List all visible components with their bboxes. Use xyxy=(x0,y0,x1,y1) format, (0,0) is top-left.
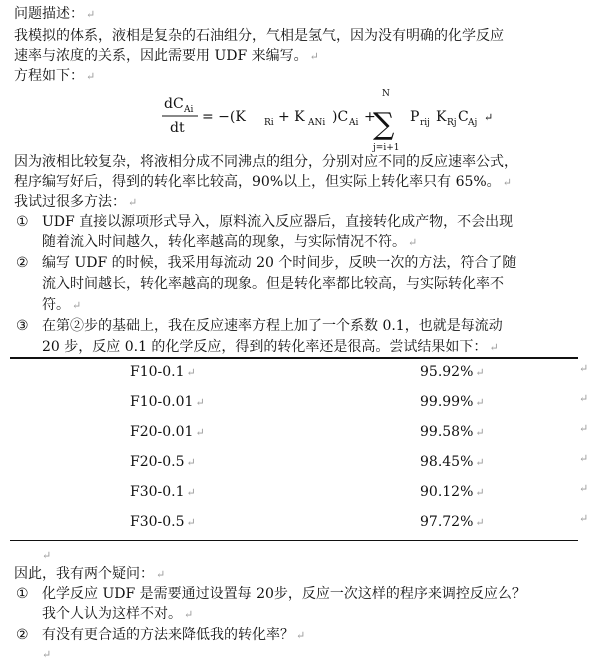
table-row xyxy=(10,417,578,447)
method-3-line1: 在第②步的基础上，我在反应速率方程上加了一个系数 0.1，也就是每流动 xyxy=(42,318,503,334)
svg-text:)C: )C xyxy=(332,109,349,125)
case-cell: F30-0.1 ↵ xyxy=(130,484,196,500)
table-row xyxy=(10,507,578,537)
paragraph-liquid: 因为液相比较复杂，将液相分成不同沸点的组分，分别对应不同的反应速率公式， xyxy=(14,154,518,170)
table-row xyxy=(10,447,578,477)
case-cell: F10-0.1 ↵ xyxy=(130,364,196,380)
svg-text:Ri: Ri xyxy=(264,118,274,128)
svg-text:rij: rij xyxy=(420,118,430,128)
table-row xyxy=(10,387,578,417)
row-end-mark: ↵ xyxy=(579,512,589,525)
conversion-rate-cell: 97.72% ↵ xyxy=(420,514,485,530)
question-1-line1: 化学反应 UDF 是需要通过设置每 20步，反应一次这样的程序来调控反应么？ xyxy=(42,586,526,602)
question-2-line: 有没有更合适的方法来降低我的转化率？ ↵ xyxy=(42,627,306,643)
svg-text:↵: ↵ xyxy=(484,111,494,124)
conversion-rate-cell: 90.12% ↵ xyxy=(420,484,485,500)
question-2-number: ② xyxy=(16,627,29,643)
lhs-numerator: dC xyxy=(164,96,184,112)
problem-heading: 问题描述： ↵ xyxy=(14,6,96,22)
method-2-line2: 流入时间越长，转化率越高的现象。但是转化率都比较高，与实际转化率不 xyxy=(42,276,504,292)
svg-text:ANi: ANi xyxy=(308,118,326,128)
paragraph-system-cont: 速率与浓度的关系，因此需要用 UDF 来编写。 ↵ xyxy=(14,48,319,64)
method-1-number: ① xyxy=(16,214,29,230)
sum-upper-limit: N xyxy=(382,89,390,99)
paragraph-system: 我模拟的体系，液相是复杂的石油组分，气相是氢气，因为没有明确的化学反应 xyxy=(14,28,504,44)
questions-intro: 因此，我有两个疑问： ↵ xyxy=(14,566,166,582)
table-row xyxy=(10,357,578,387)
svg-text:+ K: + K xyxy=(278,109,305,125)
methods-intro: 我试过很多方法： ↵ xyxy=(14,194,138,210)
case-cell: F10-0.01 ↵ xyxy=(130,394,205,410)
summation-sign: ∑ xyxy=(373,107,395,142)
svg-text:Ai: Ai xyxy=(184,105,194,115)
svg-text:Ai: Ai xyxy=(349,118,359,128)
lhs-denominator: dt xyxy=(170,120,185,136)
row-end-mark: ↵ xyxy=(579,362,589,375)
conversion-rate-cell: 99.58% ↵ xyxy=(420,424,485,440)
row-end-mark: ↵ xyxy=(579,392,589,405)
table-bottom-rule xyxy=(10,540,578,541)
svg-text:P: P xyxy=(410,109,420,125)
method-3-number: ③ xyxy=(16,318,29,334)
svg-text:+: + xyxy=(364,109,376,125)
row-end-mark: ↵ xyxy=(579,452,589,465)
paragraph-liquid-cont: 程序编写好后，得到的转化率比较高，90%以上，但实际上转化率只有 65%。 ↵ xyxy=(14,174,512,190)
method-2-line3: 符。 ↵ xyxy=(42,297,82,313)
case-cell: F20-0.5 ↵ xyxy=(130,454,196,470)
method-1-line1: UDF 直接以源项形式导入，原料流入反应器后，直接转化成产物，不会出现 xyxy=(42,214,514,230)
svg-text:K: K xyxy=(436,109,447,125)
trailing-paragraph-mark: ↵ xyxy=(42,648,52,661)
table-row xyxy=(10,477,578,507)
method-3-line2: 20 步，反应 0.1 的化学反应，得到的转化率还是很高。尝试结果如下： ↵ xyxy=(42,339,499,355)
svg-text:Rj: Rj xyxy=(447,118,457,128)
svg-text:C: C xyxy=(458,109,469,125)
results-table xyxy=(10,357,578,537)
question-1-line2: 我个人认为这样不对。 ↵ xyxy=(42,606,194,622)
row-end-mark: ↵ xyxy=(579,482,589,495)
empty-paragraph-mark: ↵ xyxy=(42,549,52,562)
method-2-number: ② xyxy=(16,255,29,271)
case-cell: F30-0.5 ↵ xyxy=(130,514,196,530)
conversion-rate-cell: 98.45% ↵ xyxy=(420,454,485,470)
conversion-rate-cell: 95.92% ↵ xyxy=(420,364,485,380)
svg-text:Aj: Aj xyxy=(468,118,478,128)
sum-lower-limit: j=i+1 xyxy=(373,143,400,152)
rate-equation xyxy=(160,88,580,152)
method-1-line2: 随着流入时间越久，转化率越高的现象，与实际情况不符。 ↵ xyxy=(42,234,418,250)
equation-label: 方程如下： ↵ xyxy=(14,68,96,84)
method-2-line1: 编写 UDF 的时候，我采用每流动 20 个时间步，反映一次的方法，符合了随 xyxy=(42,255,517,271)
svg-text:= −(K: = −(K xyxy=(202,109,246,125)
row-end-mark: ↵ xyxy=(579,422,589,435)
question-1-number: ① xyxy=(16,586,29,602)
conversion-rate-cell: 99.99% ↵ xyxy=(420,394,485,410)
case-cell: F20-0.01 ↵ xyxy=(130,424,205,440)
